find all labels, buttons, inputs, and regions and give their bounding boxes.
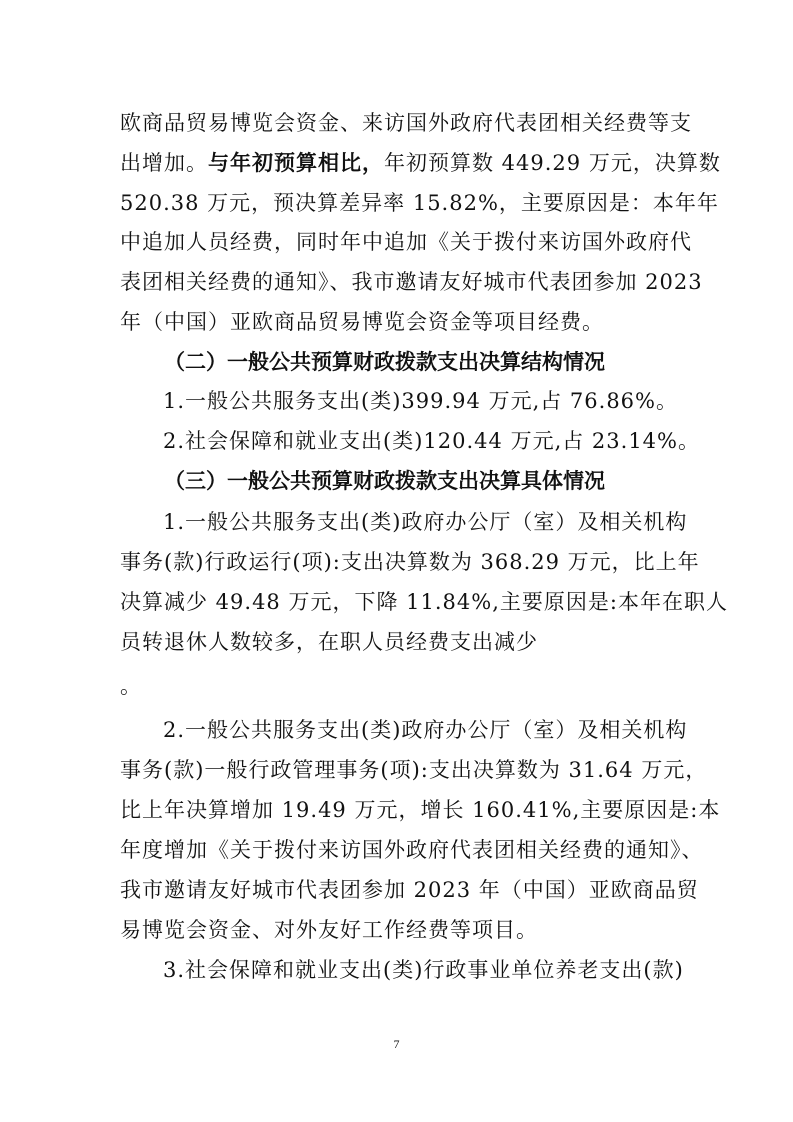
paragraph-line: 中追加人员经费，同时年中追加《关于拨付来访国外政府代 [120,230,692,254]
detail-item-2-line: 我市邀请友好城市代表团参加 2023 年（中国）亚欧商品贸 [120,878,699,902]
bold-phrase: 与年初预算相比， [208,151,384,175]
detail-item-2-line: 2.一般公共服务支出(类)政府办公厅（室）及相关机构 [163,718,688,742]
structure-item-general-public-services: 1.一般公共服务支出(类)399.94 万元,占 76.86%。 [163,389,678,413]
detail-item-1-line: 决算减少 49.48 万元，下降 11.84%,主要原因是:本年在职人 [120,590,728,614]
detail-item-1-line: 员转退休人数较多，在职人员经费支出减少 [120,630,538,654]
detail-item-1-line: 事务(款)行政运行(项):支出决算数为 368.29 万元，比上年 [120,550,700,574]
detail-item-1-line: 。 [120,674,142,698]
structure-item-social-security: 2.社会保障和就业支出(类)120.44 万元,占 23.14%。 [163,429,700,453]
detail-item-1-line: 1.一般公共服务支出(类)政府办公厅（室）及相关机构 [163,510,688,534]
paragraph-line-prefix: 出增加。 [120,151,208,175]
detail-item-2-line: 易博览会资金、对外友好工作经费等项目。 [120,918,538,942]
paragraph-line: 520.38 万元，预决算差异率 15.82%，主要原因是：本年年 [120,191,719,215]
detail-item-3-line: 3.社会保障和就业支出(类)行政事业单位养老支出(款) [163,958,684,982]
paragraph-line: 年（中国）亚欧商品贸易博览会资金等项目经费。 [120,310,604,334]
detail-item-2-line: 比上年决算增加 19.49 万元，增长 160.41%,主要原因是:本 [120,798,721,822]
paragraph-line-suffix: 年初预算数 449.29 万元，决算数 [384,151,721,175]
paragraph-line: 欧商品贸易博览会资金、来访国外政府代表团相关经费等支 [120,111,692,135]
paragraph-line: 表团相关经费的通知》、我市邀请友好城市代表团参加 2023 [120,270,703,294]
paragraph-line [120,143,721,183]
section-heading-structure: （二）一般公共预算财政拨款支出决算结构情况 [164,350,605,374]
detail-item-2-line: 年度增加《关于拨付来访国外政府代表团相关经费的通知》、 [120,838,704,862]
detail-item-2-line: 事务(款)一般行政管理事务(项):支出决算数为 31.64 万元， [120,758,708,782]
page-number: 7 [393,1037,400,1051]
section-heading-details: （三）一般公共预算财政拨款支出决算具体情况 [164,469,605,493]
